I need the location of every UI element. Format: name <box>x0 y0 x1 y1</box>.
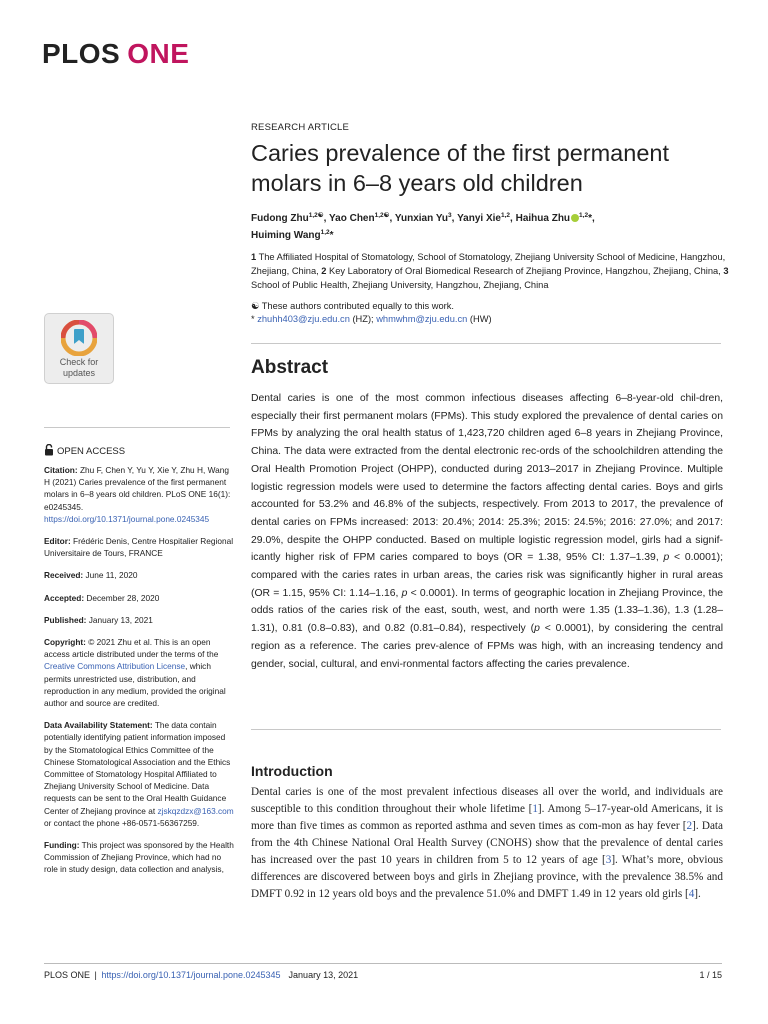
author-name: Huiming Wang <box>251 230 321 241</box>
received-label: Received: <box>44 570 84 581</box>
editor-text: Frédéric Denis, Centre Hospitalier Regional Universitaire de Tours, FRANCE <box>44 536 234 559</box>
published-text: January 13, 2021 <box>86 614 153 625</box>
data-availability-text: The data contain potentially identifying patient information imposed by the Stomatological Ethics Committee of the Chinese Stomatological Association and the Ethics Committee of Stomatology Hospital Affiliated to Zhejiang University School of Medicine. Data requests can be sent to the Oral Health Guidance Center of Zhejiang province at <box>44 720 231 816</box>
open-lock-icon <box>44 444 54 456</box>
affiliation-text: The Affiliated Hospital of Stomatology, School of Stomatology, Zhejiang University School of Medicine, Hangzhou, Zhejiang, China, <box>251 252 726 276</box>
email-link-hw[interactable]: whmwhm@zju.edu.cn <box>376 314 468 324</box>
footer-date: January 13, 2021 <box>288 970 359 980</box>
published-label: Published: <box>44 614 87 625</box>
data-availability <box>44 719 236 829</box>
abstract-segment: < 0.0001). In terms of geographic location in Zhejiang Province, the odds ratios of the caries risk of the east, south, west, and north were 1.35 (1.33–1.36), 1.3 (1.28–1.31), 0.81 (0.8–0.83), and 0.82 (0.81–0.84), respectively ( <box>251 587 723 635</box>
accepted-label: Accepted: <box>44 592 85 603</box>
author[interactable] <box>457 213 516 224</box>
intro-segment: ]. <box>694 888 701 900</box>
intro-segment: ]. What’s more, obvious differences are discovered between boys and girls in Zhejiang province, with the prevalence 38.5% and DMFT 0.92 in 12 years old boys and the prevalence 51.0% and DMFT 1.49 in 12 years old girls [ <box>251 854 723 900</box>
introduction-heading: Introduction <box>251 763 333 779</box>
reference-link[interactable]: 3 <box>605 854 612 866</box>
author-name: Fudong Zhu <box>251 213 309 224</box>
author-list <box>251 209 721 243</box>
abstract-segment: < 0.0001); compared with the caries rates in urban areas, the caries risk was significantly higher in rural areas (OR = 1.15, 95% CI: 1.14–1.16, <box>251 552 723 599</box>
citation-doi-link[interactable]: https://doi.org/10.1371/journal.pone.0245345 <box>44 513 210 524</box>
author-separator: , <box>510 213 516 224</box>
affiliation-text: School of Public Health, Zhejiang University, Hangzhou, Zhejiang, China <box>251 280 549 290</box>
published-date <box>44 614 236 626</box>
copyright-text: , which permits unrestricted use, distribution, and reproduction in any medium, provided the original author and source are credited. <box>44 661 226 709</box>
introduction-text <box>251 784 723 903</box>
author-name: Yunxian Yu <box>394 213 449 224</box>
editor-label: Editor: <box>44 536 71 547</box>
email1-suffix: (HZ); <box>349 314 377 324</box>
accepted-date <box>44 592 236 604</box>
orcid-icon[interactable] <box>571 214 579 222</box>
p-value-symbol: p <box>663 552 670 564</box>
check-for-updates-line1: Check for <box>59 357 99 367</box>
article-info-sidebar <box>44 464 236 886</box>
article-title: Caries prevalence of the first permanent molars in 6–8 years old children <box>251 140 669 196</box>
citation <box>44 464 236 525</box>
page-number: 1 / 15 <box>699 970 722 980</box>
sidebar-divider <box>44 427 230 428</box>
open-access-text: OPEN ACCESS <box>57 446 126 457</box>
email2-suffix: (HW) <box>467 314 492 324</box>
copyright <box>44 636 236 709</box>
author-affiliation-marks: 1,2 <box>579 212 589 219</box>
footer-divider <box>44 963 722 964</box>
divider <box>251 729 721 730</box>
author-name: Haihua Zhu <box>515 213 571 224</box>
check-for-updates-icon <box>61 320 97 356</box>
footer-separator: | <box>94 970 97 980</box>
data-availability-text: or contact the phone +86-0571-56367259. <box>44 817 200 828</box>
abstract-text <box>251 390 723 673</box>
footer-doi-link[interactable]: https://doi.org/10.1371/journal.pone.0245345 <box>101 970 281 980</box>
abstract-heading: Abstract <box>251 357 329 378</box>
author-affiliation-marks: 1,2☯ <box>374 212 390 219</box>
reference-link[interactable]: 4 <box>688 888 695 900</box>
corresponding-author-note <box>251 313 721 326</box>
author-name: Yao Chen <box>329 213 375 224</box>
copyright-label: Copyright: <box>44 637 86 648</box>
author-suffix: * <box>329 230 334 241</box>
intro-segment: Dental caries is one of the most prevalent infectious diseases all over the world, and individuals are susceptible to this condition throughout their whole lifetime [ <box>251 786 723 815</box>
journal-logo-part2: ONE <box>127 38 190 69</box>
reference-link[interactable]: 1 <box>532 803 538 815</box>
funding-text: This project was sponsored by the Health Commission of Zhejiang Province, which had no role in study design, data collection and analysis, <box>44 840 234 875</box>
author[interactable] <box>251 230 334 241</box>
author[interactable] <box>251 213 329 224</box>
data-email-link[interactable]: zjskqzdzx@163.com <box>157 805 234 816</box>
accepted-text: December 28, 2020 <box>84 592 160 603</box>
footer-journal: PLOS ONE <box>44 970 91 980</box>
article-type: RESEARCH ARTICLE <box>251 122 350 133</box>
abstract-segment: Dental caries is one of the most common infectious diseases affecting 6–8-year-old chil-dren, especially their first permanent molars (FPMs). This study explored the prevalence of dental caries on FPMs by analyzing the oral health status of 1,423,720 children aged 6–8 years in Zhejiang Province, China. The data were extracted from the dental electronic rec-ords of the schoolchildren attending the Oral Health Promotion Project (OHPP), conducted during 2013–2017 in Zhejiang Province. Multiple logistic regression models were used to determine the factors affecting dental caries. Boys and girls accounted for 53.2% and 46.8% of the subjects, respectively. From 2013 to 2017, the prevalence of dental caries on FPMs increased: 2013: 20.4%; 2014: 25.3%; 2015: 24.5%; 2016: 27.0%; and 2017: 29.0%, despite the OHPP conducted. Based on multiple logistic regression model, girls had a signif-icantly higher risk of FPM caries compared to boys (OR = 1.38, 95% CI: 1.37–1.39, <box>251 393 723 564</box>
author-separator: , <box>451 213 458 224</box>
author-name: Yanyi Xie <box>457 213 501 224</box>
citation-text: Zhu F, Chen Y, Yu Y, Xie Y, Zhu H, Wang H (2021) Caries prevalence of the first permanent molars in 6–8 years old children. PLoS ONE 16(1): e0245345. <box>44 465 231 512</box>
affiliation-number: 1 <box>251 252 257 262</box>
check-for-updates-badge[interactable] <box>44 313 114 384</box>
author[interactable] <box>329 213 395 224</box>
corresponding-marker: * <box>251 314 258 324</box>
journal-logo-part1: PLOS <box>42 38 121 69</box>
footer-citation <box>44 970 358 980</box>
author-notes <box>251 300 721 326</box>
data-availability-label: Data Availability Statement: <box>44 720 153 731</box>
funding <box>44 839 236 876</box>
author-affiliation-marks: 1,2☯ <box>308 212 324 219</box>
author[interactable] <box>395 213 457 224</box>
author-affiliation-marks: 3 <box>448 212 452 219</box>
abstract-segment: < 0.0001), by considering the central region as a reference. The caries prev-alence of FPMs was high, with an increasing tendency and gender, social, cultural, and envi-ronmental factors affecting the caries prevalence. <box>251 623 724 670</box>
equal-contribution-note: ☯ These authors contributed equally to this work. <box>251 301 454 311</box>
author[interactable] <box>516 213 595 224</box>
affiliation-number: 3 <box>723 266 729 276</box>
author-separator: , <box>389 213 395 224</box>
author-affiliation-marks: 1,2 <box>500 212 511 219</box>
open-access-label <box>44 444 125 457</box>
funding-label: Funding: <box>44 840 80 851</box>
author-affiliation-marks: 1,2 <box>320 229 330 236</box>
divider <box>251 343 721 344</box>
intro-segment: ]. Among 5–17-year-old Americans, it is more than five times as common as reported asthma and seven times as com-mon as hay fever [ <box>251 803 723 832</box>
copyright-text: © 2021 Zhu et al. This is an open access article distributed under the terms of the <box>44 637 219 660</box>
editor <box>44 535 236 559</box>
affiliation-text: Key Laboratory of Oral Biomedical Research of Zhejiang Province, Hangzhou, Zhejiang, China, <box>326 266 724 276</box>
license-link[interactable]: Creative Commons Attribution License <box>44 661 186 672</box>
check-for-updates-line2: updates <box>62 368 96 378</box>
received-date <box>44 569 236 581</box>
intro-segment: ]. Data from the 4th Chinese National Oral Health Survey (CNOHS) show that the prevalence of dental caries has increased over the past 10 years in children from 5 to 12 years of age [ <box>251 820 723 866</box>
journal-logo <box>42 38 189 70</box>
check-for-updates-label <box>45 357 113 379</box>
author-suffix: *, <box>588 213 595 224</box>
citation-label: Citation: <box>44 465 78 475</box>
p-value-symbol: p <box>534 623 540 635</box>
affiliation-number: 2 <box>321 266 327 276</box>
received-text: June 11, 2020 <box>83 570 138 581</box>
author-separator: , <box>323 213 330 224</box>
affiliations <box>251 250 729 292</box>
p-value-symbol: p <box>401 587 408 599</box>
reference-link[interactable]: 2 <box>686 820 693 832</box>
email-link-hz[interactable]: zhuhh403@zju.edu.cn <box>257 314 350 324</box>
